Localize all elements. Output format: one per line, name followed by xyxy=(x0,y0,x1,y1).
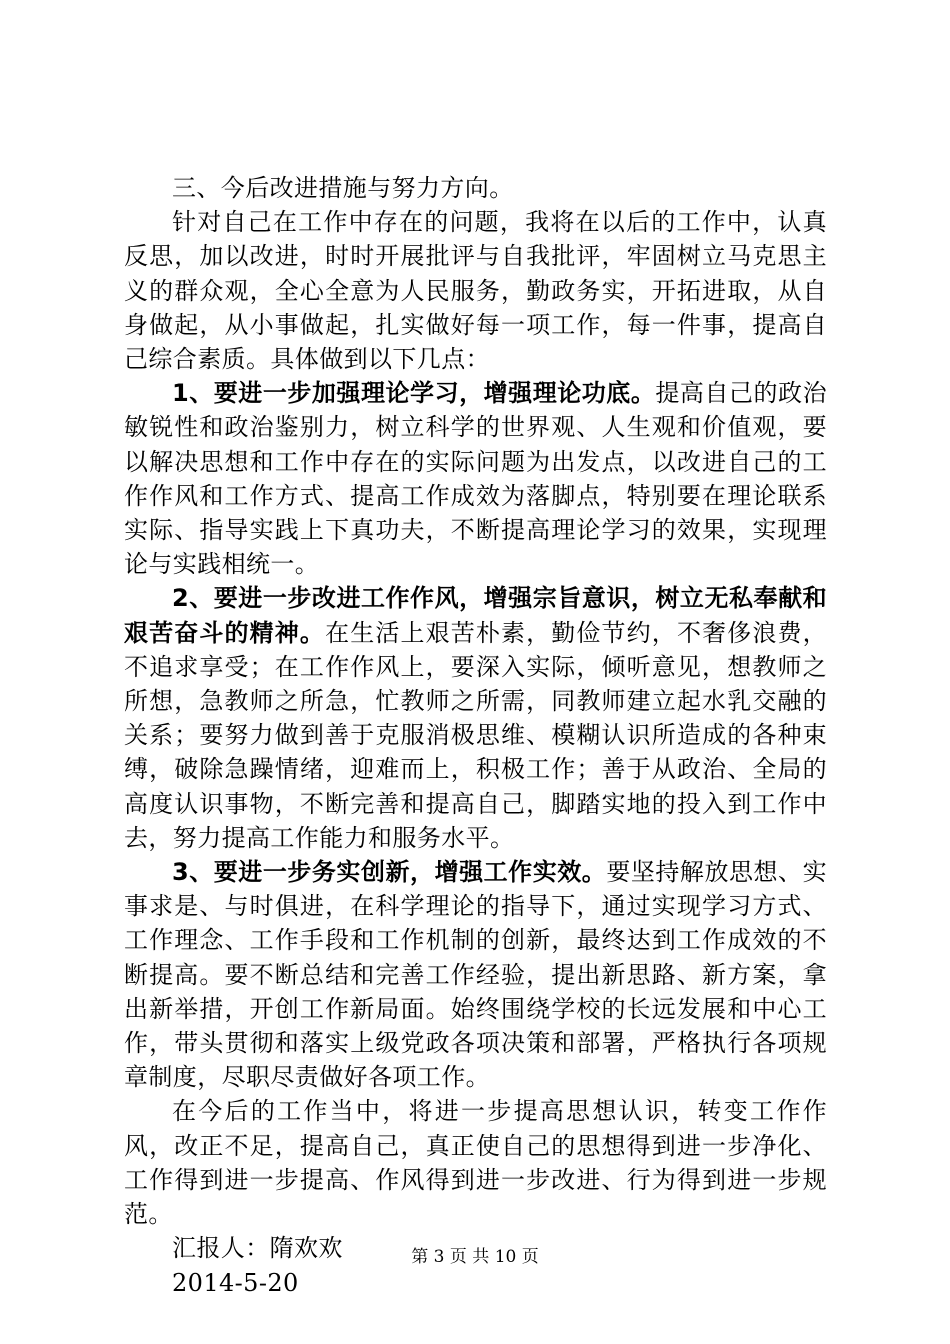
paragraph-text: 提高自己的政治敏锐性和政治鉴别力，树立科学的世界观、人生观和价值观，要以解决思想和工作中存在的实际问题为出发点，以改进自己的工作作风和工作方式、提高工作成效为落脚点，特别要在理论联系实际、指导实践上下真功夫，不断提高理论学习的效果，实现理论与实践相统一。 xyxy=(124,379,827,579)
page-footer: 第 3 页 共 10 页 xyxy=(411,1247,539,1267)
section-heading: 三、今后改进措施与努力方向。 xyxy=(172,174,514,202)
document-body xyxy=(124,171,827,1300)
paragraph-point-2 xyxy=(124,581,827,855)
paragraph-text: 要坚持解放思想、实事求是、与时俱进，在科学理论的指导下，通过实现学习方式、工作理念、工作手段和工作机制的创新，最终达到工作成效的不断提高。要不断总结和完善工作经验，提出新思路、新方案，拿出新举措，开创工作新局面。始终围绕学校的长远发展和中心工作，带头贯彻和落实上级党政各项决策和部署，严格执行各项规章制度，尽职尽责做好各项工作。 xyxy=(124,858,827,1092)
paragraph-conclusion xyxy=(124,1094,827,1231)
point-lead: 2、要进一步改进工作作风，增强宗旨意识，树立无私奉献和艰苦奋斗的精神。 xyxy=(124,584,827,647)
paragraph-text: 在今后的工作当中，将进一步提高思想认识，转变工作作风，改正不足，提高自己，真正使自己的思想得到进一步净化、工作得到进一步提高、作风得到进一步改进、行为得到进一步规范。 xyxy=(124,1097,827,1229)
paragraph-point-1 xyxy=(124,376,827,581)
signature-reporter: 汇报人：隋欢欢 xyxy=(172,1234,343,1263)
signature-date: 2014-5-20 xyxy=(172,1268,299,1297)
point-lead: 1、要进一步加强理论学习，增强理论功底。 xyxy=(172,379,656,408)
point-lead: 3、要进一步务实创新，增强工作实效。 xyxy=(172,858,607,887)
paragraph-text: 在生活上艰苦朴素，勤俭节约，不奢侈浪费，不追求享受；在工作作风上，要深入实际，倾听意见，想教师之所想，急教师之所急，忙教师之所需，同教师建立起水乳交融的关系；要努力做到善于克服消极思维、模糊认识所造成的各种束缚，破除急躁情绪，迎难而上，积极工作；善于从政治、全局的高度认识事物，不断完善和提高自己，脚踏实地的投入到工作中去，努力提高工作能力和服务水平。 xyxy=(124,618,828,852)
paragraph-intro xyxy=(124,205,827,376)
paragraph-text: 针对自己在工作中存在的问题，我将在以后的工作中，认真反思，加以改进，时时开展批评与自我批评，牢固树立马克思主义的群众观，全心全意为人民服务，勤政务实，开拓进取，从自身做起，从小事做起，扎实做好每一项工作，每一件事，提高自己综合素质。具体做到以下几点： xyxy=(124,208,827,374)
paragraph-point-3 xyxy=(124,855,827,1094)
